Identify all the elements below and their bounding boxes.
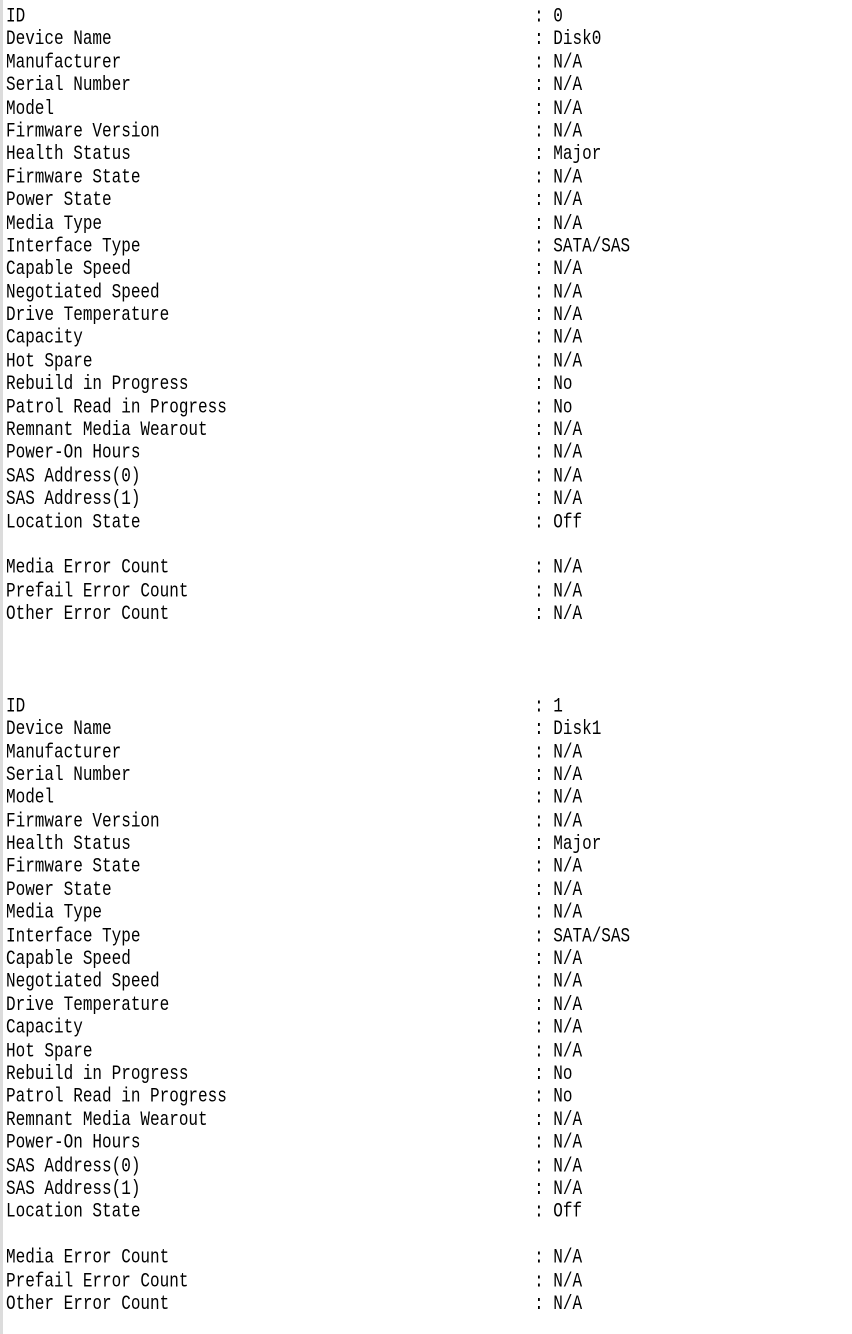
field-value: N/A bbox=[553, 786, 583, 810]
colon-separator: : bbox=[534, 119, 554, 143]
disk1-info-section bbox=[6, 695, 852, 1316]
colon-separator: : bbox=[534, 5, 554, 28]
field-label: Drive Temperature bbox=[6, 993, 170, 1017]
field-value: N/A bbox=[553, 1108, 583, 1131]
field-value: N/A bbox=[553, 1039, 583, 1062]
field-value: N/A bbox=[553, 119, 583, 143]
field-label: Firmware Version bbox=[6, 809, 160, 833]
field-row bbox=[6, 143, 852, 166]
field-row bbox=[6, 925, 852, 948]
field-row bbox=[6, 1085, 852, 1108]
colon-separator: : bbox=[534, 211, 554, 235]
field-label: SAS Address(0) bbox=[6, 1154, 141, 1177]
field-value: N/A bbox=[553, 326, 583, 350]
colon-separator: : bbox=[534, 303, 554, 327]
colon-separator: : bbox=[534, 188, 554, 212]
field-label: Prefail Error Count bbox=[6, 579, 189, 603]
field-row bbox=[6, 741, 852, 764]
field-label: Power State bbox=[6, 878, 112, 902]
colon-separator: : bbox=[534, 27, 554, 51]
colon-separator: : bbox=[534, 1131, 554, 1154]
colon-separator: : bbox=[534, 1177, 554, 1200]
colon-separator: : bbox=[534, 602, 554, 626]
field-value: N/A bbox=[553, 1016, 583, 1040]
field-value: Major bbox=[553, 832, 602, 856]
field-row bbox=[6, 856, 852, 879]
field-row bbox=[6, 1292, 852, 1315]
field-row bbox=[6, 235, 852, 258]
field-label: Firmware State bbox=[6, 855, 141, 879]
field-label: Power-On Hours bbox=[6, 441, 141, 465]
field-label: Capable Speed bbox=[6, 257, 131, 281]
colon-separator: : bbox=[534, 395, 554, 419]
field-value: 0 bbox=[553, 5, 563, 28]
colon-separator: : bbox=[534, 694, 554, 718]
console-text-area bbox=[6, 5, 852, 1315]
colon-separator: : bbox=[534, 510, 554, 534]
field-value: N/A bbox=[553, 878, 583, 902]
field-value: Disk0 bbox=[553, 27, 602, 51]
field-label: Model bbox=[6, 786, 55, 810]
field-label: Capable Speed bbox=[6, 947, 131, 971]
colon-separator: : bbox=[534, 1108, 554, 1131]
colon-separator: : bbox=[534, 165, 554, 189]
disk1-error-counts bbox=[6, 1246, 852, 1315]
field-value: N/A bbox=[553, 73, 583, 97]
colon-separator: : bbox=[534, 1292, 554, 1315]
field-label: Media Error Count bbox=[6, 1246, 170, 1269]
colon-separator: : bbox=[534, 487, 554, 511]
colon-separator: : bbox=[534, 326, 554, 350]
field-row bbox=[6, 212, 852, 235]
disk0-info-section bbox=[6, 5, 852, 626]
field-label: Prefail Error Count bbox=[6, 1269, 189, 1292]
field-value: N/A bbox=[553, 96, 583, 120]
field-label: Serial Number bbox=[6, 73, 131, 97]
field-value: N/A bbox=[553, 970, 583, 994]
field-value: N/A bbox=[553, 993, 583, 1017]
field-label: Device Name bbox=[6, 27, 112, 51]
colon-separator: : bbox=[534, 257, 554, 281]
colon-separator: : bbox=[534, 786, 554, 810]
field-value: N/A bbox=[553, 1154, 583, 1177]
colon-separator: : bbox=[534, 809, 554, 833]
field-row bbox=[6, 51, 852, 74]
field-row bbox=[6, 902, 852, 925]
field-value: N/A bbox=[553, 809, 583, 833]
colon-separator: : bbox=[534, 1154, 554, 1177]
field-value: N/A bbox=[553, 1131, 583, 1154]
field-value: N/A bbox=[553, 947, 583, 971]
field-row bbox=[6, 810, 852, 833]
field-row bbox=[6, 5, 852, 28]
field-label: Hot Spare bbox=[6, 349, 93, 373]
field-row bbox=[6, 1108, 852, 1131]
field-label: Remnant Media Wearout bbox=[6, 1108, 208, 1131]
colon-separator: : bbox=[534, 280, 554, 304]
field-row bbox=[6, 189, 852, 212]
colon-separator: : bbox=[534, 763, 554, 787]
field-row bbox=[6, 511, 852, 534]
field-value: N/A bbox=[553, 602, 583, 626]
field-label: Negotiated Speed bbox=[6, 280, 160, 304]
field-label: Negotiated Speed bbox=[6, 970, 160, 994]
field-label: Capacity bbox=[6, 1016, 83, 1040]
field-label: Model bbox=[6, 96, 55, 120]
field-label: SAS Address(0) bbox=[6, 464, 141, 488]
field-value: N/A bbox=[553, 280, 583, 304]
field-label: Other Error Count bbox=[6, 1292, 170, 1315]
field-label: Location State bbox=[6, 1200, 141, 1223]
field-row bbox=[6, 281, 852, 304]
field-label: Patrol Read in Progress bbox=[6, 395, 227, 419]
disk1-fields bbox=[6, 695, 852, 1224]
field-label: Drive Temperature bbox=[6, 303, 170, 327]
field-label: Manufacturer bbox=[6, 740, 122, 764]
field-row bbox=[6, 1200, 852, 1223]
colon-separator: : bbox=[534, 1062, 554, 1085]
field-value: N/A bbox=[553, 1177, 583, 1200]
colon-separator: : bbox=[534, 96, 554, 120]
field-value: N/A bbox=[553, 418, 583, 442]
colon-separator: : bbox=[534, 441, 554, 465]
field-row bbox=[6, 327, 852, 350]
colon-separator: : bbox=[534, 717, 554, 741]
field-row bbox=[6, 948, 852, 971]
field-row bbox=[6, 488, 852, 511]
colon-separator: : bbox=[534, 970, 554, 994]
field-value: No bbox=[553, 372, 573, 396]
field-value: N/A bbox=[553, 165, 583, 189]
field-value: Major bbox=[553, 142, 602, 166]
colon-separator: : bbox=[534, 855, 554, 879]
colon-separator: : bbox=[534, 556, 554, 580]
field-row bbox=[6, 557, 852, 580]
colon-separator: : bbox=[534, 142, 554, 166]
field-row bbox=[6, 1246, 852, 1269]
colon-separator: : bbox=[534, 1085, 554, 1108]
field-value: N/A bbox=[553, 763, 583, 787]
field-value: Off bbox=[553, 510, 583, 534]
field-row bbox=[6, 304, 852, 327]
field-row bbox=[6, 74, 852, 97]
field-label: Remnant Media Wearout bbox=[6, 418, 208, 442]
field-value: N/A bbox=[553, 855, 583, 879]
field-label: Power State bbox=[6, 188, 112, 212]
colon-separator: : bbox=[534, 740, 554, 764]
field-value: No bbox=[553, 1062, 573, 1085]
field-label: Firmware Version bbox=[6, 119, 160, 143]
field-value: N/A bbox=[553, 257, 583, 281]
field-value: N/A bbox=[553, 740, 583, 764]
field-label: Serial Number bbox=[6, 763, 131, 787]
field-label: Rebuild in Progress bbox=[6, 1062, 189, 1085]
disk0-fields bbox=[6, 5, 852, 534]
field-value: N/A bbox=[553, 1246, 583, 1269]
field-row bbox=[6, 1177, 852, 1200]
field-row bbox=[6, 1017, 852, 1040]
colon-separator: : bbox=[534, 832, 554, 856]
field-value: Off bbox=[553, 1200, 583, 1223]
colon-separator: : bbox=[534, 234, 554, 258]
field-label: Interface Type bbox=[6, 924, 141, 948]
field-value: N/A bbox=[553, 303, 583, 327]
field-row bbox=[6, 419, 852, 442]
field-row bbox=[6, 787, 852, 810]
field-label: Power-On Hours bbox=[6, 1131, 141, 1154]
field-row bbox=[6, 1039, 852, 1062]
colon-separator: : bbox=[534, 73, 554, 97]
field-label: Other Error Count bbox=[6, 602, 170, 626]
field-label: ID bbox=[6, 694, 26, 718]
field-value: N/A bbox=[553, 188, 583, 212]
field-value: N/A bbox=[553, 1292, 583, 1315]
colon-separator: : bbox=[534, 1039, 554, 1062]
field-row bbox=[6, 695, 852, 718]
field-label: Location State bbox=[6, 510, 141, 534]
field-row bbox=[6, 166, 852, 189]
field-label: Hot Spare bbox=[6, 1039, 93, 1062]
colon-separator: : bbox=[534, 901, 554, 925]
field-row bbox=[6, 28, 852, 51]
field-row bbox=[6, 1062, 852, 1085]
field-value: 1 bbox=[553, 694, 563, 718]
field-value: SATA/SAS bbox=[553, 234, 631, 258]
colon-separator: : bbox=[534, 418, 554, 442]
colon-separator: : bbox=[534, 1016, 554, 1040]
field-label: Media Type bbox=[6, 211, 103, 235]
colon-separator: : bbox=[534, 579, 554, 603]
field-value: Disk1 bbox=[553, 717, 602, 741]
colon-separator: : bbox=[534, 1200, 554, 1223]
field-value: SATA/SAS bbox=[553, 924, 631, 948]
field-label: Interface Type bbox=[6, 234, 141, 258]
field-label: Media Error Count bbox=[6, 556, 170, 580]
field-row bbox=[6, 764, 852, 787]
colon-separator: : bbox=[534, 924, 554, 948]
colon-separator: : bbox=[534, 372, 554, 396]
field-row bbox=[6, 1154, 852, 1177]
field-value: N/A bbox=[553, 349, 583, 373]
colon-separator: : bbox=[534, 1269, 554, 1292]
disk0-error-counts bbox=[6, 557, 852, 626]
field-label: Rebuild in Progress bbox=[6, 372, 189, 396]
field-value: N/A bbox=[553, 464, 583, 488]
field-row bbox=[6, 465, 852, 488]
field-label: Firmware State bbox=[6, 165, 141, 189]
field-value: No bbox=[553, 395, 573, 419]
colon-separator: : bbox=[534, 878, 554, 902]
field-label: SAS Address(1) bbox=[6, 487, 141, 511]
field-row bbox=[6, 994, 852, 1017]
field-label: ID bbox=[6, 5, 26, 28]
field-label: Health Status bbox=[6, 142, 131, 166]
colon-separator: : bbox=[534, 1246, 554, 1269]
field-label: Patrol Read in Progress bbox=[6, 1085, 227, 1108]
field-value: N/A bbox=[553, 901, 583, 925]
field-row bbox=[6, 971, 852, 994]
field-value: N/A bbox=[553, 50, 583, 74]
colon-separator: : bbox=[534, 947, 554, 971]
field-row bbox=[6, 718, 852, 741]
field-row bbox=[6, 120, 852, 143]
field-row bbox=[6, 396, 852, 419]
colon-separator: : bbox=[534, 349, 554, 373]
field-label: Health Status bbox=[6, 832, 131, 856]
field-row bbox=[6, 1131, 852, 1154]
field-label: Manufacturer bbox=[6, 50, 122, 74]
field-label: Media Type bbox=[6, 901, 103, 925]
field-label: Device Name bbox=[6, 717, 112, 741]
field-row bbox=[6, 442, 852, 465]
field-value: No bbox=[553, 1085, 573, 1108]
field-row bbox=[6, 580, 852, 603]
field-label: Capacity bbox=[6, 326, 83, 350]
field-row bbox=[6, 603, 852, 626]
field-value: N/A bbox=[553, 441, 583, 465]
colon-separator: : bbox=[534, 50, 554, 74]
colon-separator: : bbox=[534, 993, 554, 1017]
field-value: N/A bbox=[553, 1269, 583, 1292]
field-value: N/A bbox=[553, 556, 583, 580]
field-value: N/A bbox=[553, 579, 583, 603]
field-value: N/A bbox=[553, 487, 583, 511]
field-row bbox=[6, 258, 852, 281]
field-value: N/A bbox=[553, 211, 583, 235]
field-row bbox=[6, 373, 852, 396]
field-label: SAS Address(1) bbox=[6, 1177, 141, 1200]
field-row bbox=[6, 833, 852, 856]
field-row bbox=[6, 97, 852, 120]
field-row bbox=[6, 879, 852, 902]
field-row bbox=[6, 350, 852, 373]
colon-separator: : bbox=[534, 464, 554, 488]
field-row bbox=[6, 1269, 852, 1292]
